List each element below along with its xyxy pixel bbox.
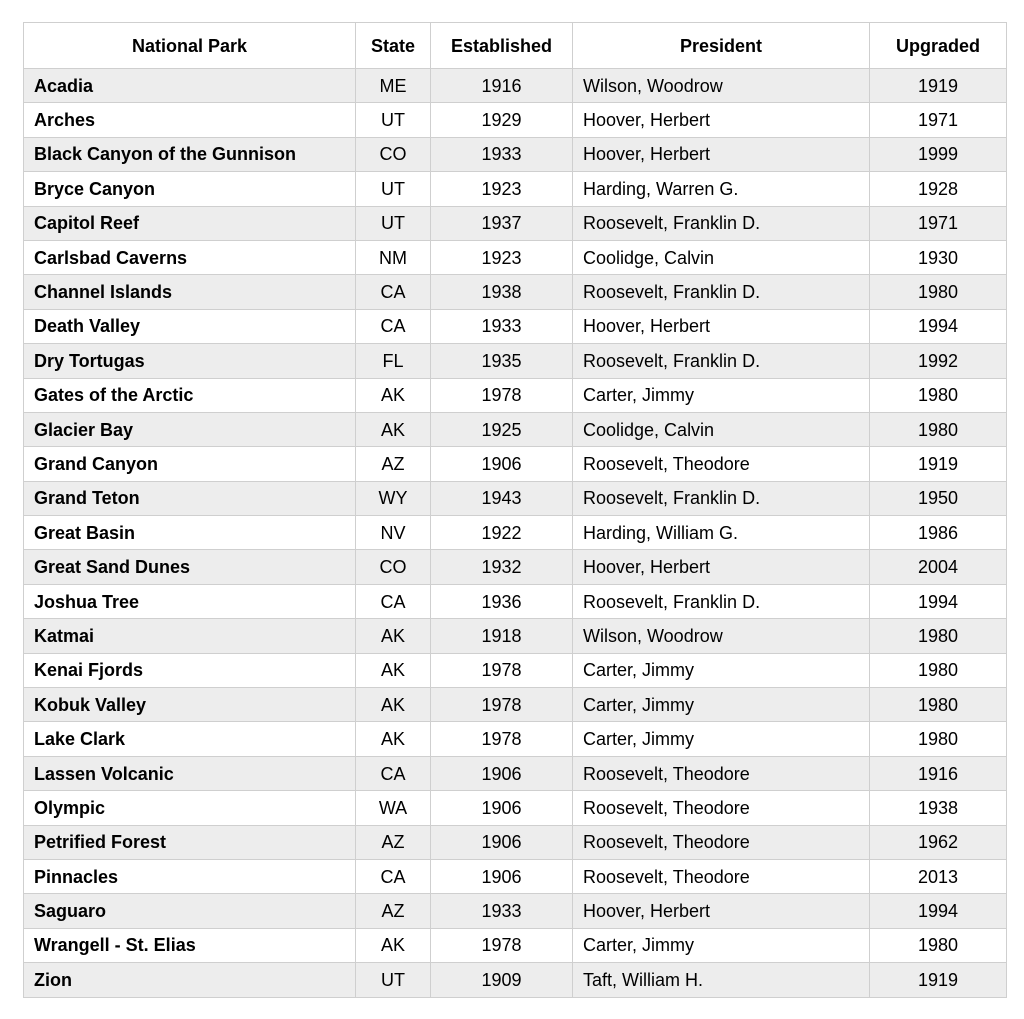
cell-established: 1922 — [431, 516, 573, 550]
cell-president: Coolidge, Calvin — [573, 240, 870, 274]
cell-state: UT — [356, 172, 431, 206]
cell-state: UT — [356, 103, 431, 137]
cell-state: ME — [356, 69, 431, 103]
cell-established: 1978 — [431, 378, 573, 412]
cell-established: 1918 — [431, 619, 573, 653]
cell-upgraded: 1971 — [870, 103, 1007, 137]
cell-upgraded: 1980 — [870, 275, 1007, 309]
cell-president: Roosevelt, Theodore — [573, 447, 870, 481]
table-row — [24, 103, 1007, 137]
cell-established: 1978 — [431, 688, 573, 722]
cell-state: AK — [356, 619, 431, 653]
cell-national-park: Joshua Tree — [24, 584, 356, 618]
cell-upgraded: 1938 — [870, 791, 1007, 825]
cell-upgraded: 1930 — [870, 240, 1007, 274]
cell-established: 1978 — [431, 653, 573, 687]
cell-national-park: Pinnacles — [24, 859, 356, 893]
cell-national-park: Lassen Volcanic — [24, 756, 356, 790]
cell-established: 1909 — [431, 963, 573, 997]
cell-upgraded: 1928 — [870, 172, 1007, 206]
cell-established: 1933 — [431, 309, 573, 343]
cell-established: 1978 — [431, 722, 573, 756]
table-row — [24, 516, 1007, 550]
table-row — [24, 172, 1007, 206]
cell-upgraded: 1994 — [870, 584, 1007, 618]
cell-president: Wilson, Woodrow — [573, 69, 870, 103]
cell-president: Hoover, Herbert — [573, 137, 870, 171]
cell-national-park: Bryce Canyon — [24, 172, 356, 206]
cell-state: AK — [356, 412, 431, 446]
cell-national-park: Carlsbad Caverns — [24, 240, 356, 274]
table-row — [24, 412, 1007, 446]
cell-state: AZ — [356, 894, 431, 928]
cell-state: CA — [356, 859, 431, 893]
cell-established: 1935 — [431, 344, 573, 378]
cell-president: Wilson, Woodrow — [573, 619, 870, 653]
header-established: Established — [431, 23, 573, 69]
cell-president: Coolidge, Calvin — [573, 412, 870, 446]
cell-national-park: Arches — [24, 103, 356, 137]
cell-state: CO — [356, 550, 431, 584]
cell-state: AK — [356, 653, 431, 687]
table-row — [24, 275, 1007, 309]
cell-established: 1906 — [431, 756, 573, 790]
cell-established: 1937 — [431, 206, 573, 240]
cell-state: AK — [356, 928, 431, 962]
cell-upgraded: 1980 — [870, 928, 1007, 962]
cell-upgraded: 1980 — [870, 722, 1007, 756]
table-row — [24, 481, 1007, 515]
cell-state: FL — [356, 344, 431, 378]
cell-president: Hoover, Herbert — [573, 550, 870, 584]
cell-national-park: Great Sand Dunes — [24, 550, 356, 584]
cell-president: Roosevelt, Franklin D. — [573, 344, 870, 378]
table-row — [24, 963, 1007, 997]
cell-state: UT — [356, 963, 431, 997]
cell-president: Roosevelt, Franklin D. — [573, 275, 870, 309]
table-row — [24, 688, 1007, 722]
cell-state: CA — [356, 275, 431, 309]
cell-president: Roosevelt, Franklin D. — [573, 584, 870, 618]
cell-established: 1933 — [431, 137, 573, 171]
cell-president: Roosevelt, Theodore — [573, 825, 870, 859]
table-row — [24, 619, 1007, 653]
cell-state: WA — [356, 791, 431, 825]
cell-upgraded: 1919 — [870, 69, 1007, 103]
cell-state: UT — [356, 206, 431, 240]
table-row — [24, 550, 1007, 584]
cell-state: AZ — [356, 825, 431, 859]
cell-national-park: Gates of the Arctic — [24, 378, 356, 412]
cell-upgraded: 1950 — [870, 481, 1007, 515]
table-header-row — [24, 23, 1007, 69]
cell-president: Hoover, Herbert — [573, 309, 870, 343]
cell-president: Taft, William H. — [573, 963, 870, 997]
cell-established: 1906 — [431, 447, 573, 481]
cell-established: 1936 — [431, 584, 573, 618]
table-row — [24, 791, 1007, 825]
table-row — [24, 653, 1007, 687]
table-row — [24, 756, 1007, 790]
cell-national-park: Acadia — [24, 69, 356, 103]
table-row — [24, 240, 1007, 274]
table-row — [24, 722, 1007, 756]
cell-upgraded: 1980 — [870, 688, 1007, 722]
cell-president: Roosevelt, Franklin D. — [573, 206, 870, 240]
cell-established: 1929 — [431, 103, 573, 137]
cell-national-park: Saguaro — [24, 894, 356, 928]
cell-president: Harding, Warren G. — [573, 172, 870, 206]
cell-established: 1925 — [431, 412, 573, 446]
header-national-park: National Park — [24, 23, 356, 69]
cell-upgraded: 1999 — [870, 137, 1007, 171]
cell-national-park: Kenai Fjords — [24, 653, 356, 687]
cell-upgraded: 1980 — [870, 653, 1007, 687]
cell-president: Carter, Jimmy — [573, 653, 870, 687]
cell-established: 1916 — [431, 69, 573, 103]
cell-upgraded: 1962 — [870, 825, 1007, 859]
cell-national-park: Channel Islands — [24, 275, 356, 309]
cell-upgraded: 2013 — [870, 859, 1007, 893]
table-row — [24, 309, 1007, 343]
cell-established: 1906 — [431, 825, 573, 859]
cell-national-park: Dry Tortugas — [24, 344, 356, 378]
cell-president: Roosevelt, Theodore — [573, 756, 870, 790]
cell-upgraded: 1992 — [870, 344, 1007, 378]
table-row — [24, 825, 1007, 859]
table-row — [24, 378, 1007, 412]
cell-established: 1906 — [431, 859, 573, 893]
cell-national-park: Zion — [24, 963, 356, 997]
cell-upgraded: 1971 — [870, 206, 1007, 240]
cell-president: Carter, Jimmy — [573, 722, 870, 756]
cell-president: Carter, Jimmy — [573, 378, 870, 412]
cell-state: CO — [356, 137, 431, 171]
cell-state: AK — [356, 378, 431, 412]
cell-president: Carter, Jimmy — [573, 928, 870, 962]
cell-president: Roosevelt, Theodore — [573, 791, 870, 825]
table-row — [24, 69, 1007, 103]
cell-president: Hoover, Herbert — [573, 894, 870, 928]
cell-national-park: Wrangell - St. Elias — [24, 928, 356, 962]
cell-state: CA — [356, 584, 431, 618]
cell-national-park: Petrified Forest — [24, 825, 356, 859]
cell-national-park: Katmai — [24, 619, 356, 653]
table-row — [24, 344, 1007, 378]
cell-national-park: Capitol Reef — [24, 206, 356, 240]
cell-president: Roosevelt, Franklin D. — [573, 481, 870, 515]
table-body — [24, 69, 1007, 998]
cell-national-park: Olympic — [24, 791, 356, 825]
national-parks-table — [23, 22, 1007, 998]
table-row — [24, 894, 1007, 928]
cell-national-park: Great Basin — [24, 516, 356, 550]
cell-national-park: Black Canyon of the Gunnison — [24, 137, 356, 171]
cell-established: 1943 — [431, 481, 573, 515]
cell-state: AK — [356, 688, 431, 722]
cell-established: 1978 — [431, 928, 573, 962]
cell-state: AK — [356, 722, 431, 756]
cell-upgraded: 1994 — [870, 894, 1007, 928]
cell-upgraded: 1980 — [870, 619, 1007, 653]
cell-president: Hoover, Herbert — [573, 103, 870, 137]
cell-upgraded: 1916 — [870, 756, 1007, 790]
cell-upgraded: 1919 — [870, 447, 1007, 481]
cell-upgraded: 1994 — [870, 309, 1007, 343]
header-upgraded: Upgraded — [870, 23, 1007, 69]
cell-state: AZ — [356, 447, 431, 481]
table-row — [24, 584, 1007, 618]
cell-national-park: Grand Canyon — [24, 447, 356, 481]
header-state: State — [356, 23, 431, 69]
cell-national-park: Death Valley — [24, 309, 356, 343]
cell-established: 1923 — [431, 172, 573, 206]
cell-state: CA — [356, 756, 431, 790]
cell-upgraded: 2004 — [870, 550, 1007, 584]
table-row — [24, 206, 1007, 240]
cell-established: 1933 — [431, 894, 573, 928]
cell-upgraded: 1980 — [870, 378, 1007, 412]
cell-president: Carter, Jimmy — [573, 688, 870, 722]
cell-upgraded: 1919 — [870, 963, 1007, 997]
table-row — [24, 447, 1007, 481]
cell-president: Roosevelt, Theodore — [573, 859, 870, 893]
header-president: President — [573, 23, 870, 69]
cell-national-park: Lake Clark — [24, 722, 356, 756]
cell-state: WY — [356, 481, 431, 515]
cell-upgraded: 1986 — [870, 516, 1007, 550]
table-row — [24, 137, 1007, 171]
cell-national-park: Glacier Bay — [24, 412, 356, 446]
cell-upgraded: 1980 — [870, 412, 1007, 446]
cell-state: NV — [356, 516, 431, 550]
cell-national-park: Kobuk Valley — [24, 688, 356, 722]
cell-state: CA — [356, 309, 431, 343]
table-row — [24, 859, 1007, 893]
cell-established: 1923 — [431, 240, 573, 274]
cell-national-park: Grand Teton — [24, 481, 356, 515]
table-row — [24, 928, 1007, 962]
cell-established: 1906 — [431, 791, 573, 825]
cell-state: NM — [356, 240, 431, 274]
cell-established: 1938 — [431, 275, 573, 309]
cell-president: Harding, William G. — [573, 516, 870, 550]
cell-established: 1932 — [431, 550, 573, 584]
